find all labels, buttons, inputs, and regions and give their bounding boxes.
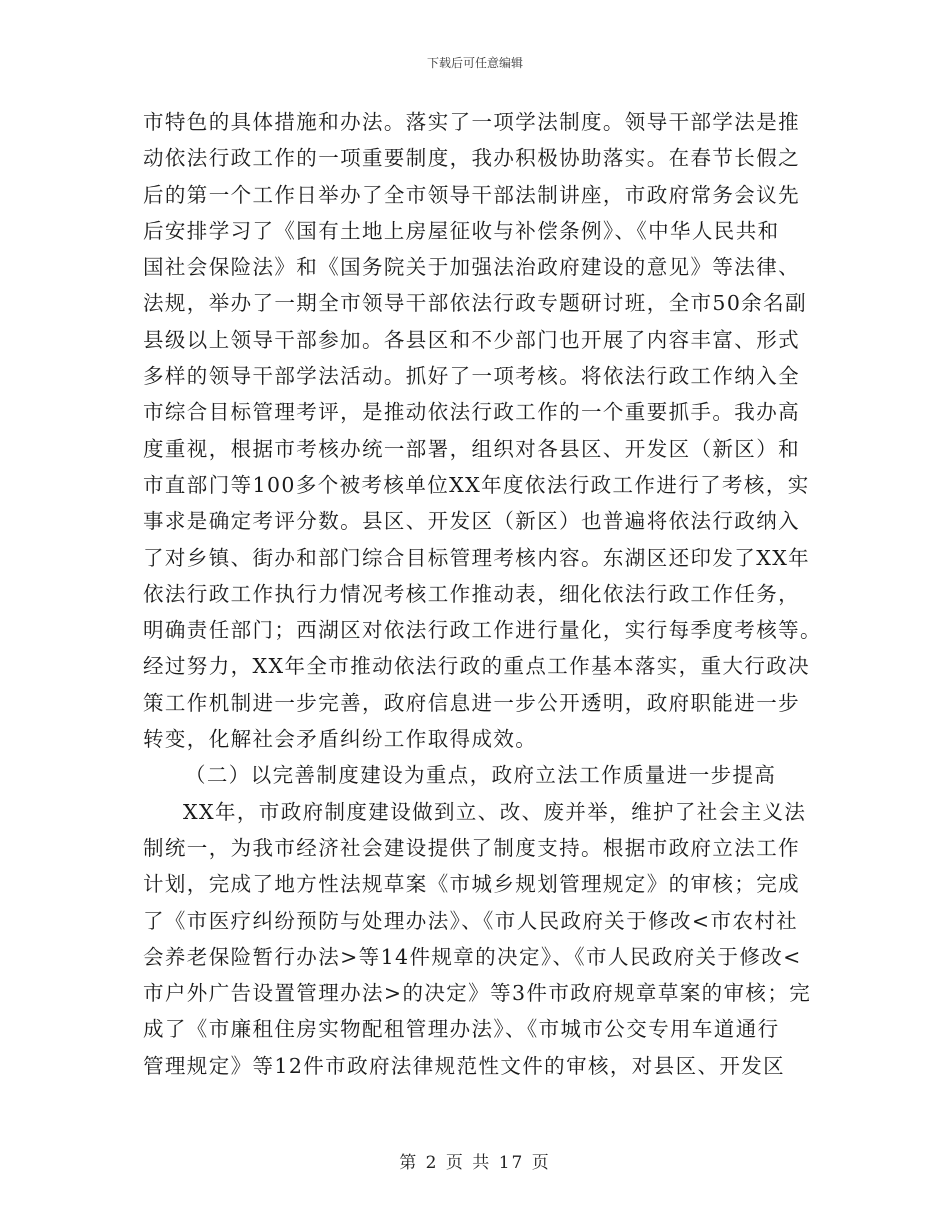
body-line: 动依法行政工作的一项重要制度，我办积极协助落实。在春节长假之 bbox=[143, 146, 800, 171]
body-line: 后的第一个工作日举办了全市领导干部法制讲座，市政府常务会议先 bbox=[143, 182, 800, 207]
body-line: 转变，化解社会矛盾纠纷工作取得成效。 bbox=[143, 727, 538, 752]
body-line: 市户外广告设置管理办法>的决定》等3件市政府规章草案的审核；完 bbox=[143, 981, 812, 1006]
document-body bbox=[143, 104, 822, 1084]
body-line: 事求是确定考评分数。县区、开发区（新区）也普遍将依法行政纳入 bbox=[143, 509, 800, 534]
body-line: 策工作机制进一步完善，政府信息进一步公开透明，政府职能进一步 bbox=[143, 690, 800, 715]
body-line: 了《市医疗纠纷预防与处理办法》、《市人民政府关于修改<市农村社 bbox=[143, 908, 799, 933]
page-footer: 第 2 页 共 17 页 bbox=[399, 1153, 551, 1173]
body-line: 依法行政工作执行力情况考核工作推动表，细化依法行政工作任务， bbox=[143, 581, 800, 606]
body-line: 制统一，为我市经济社会建设提供了制度支持。根据市政府立法工作 bbox=[143, 835, 800, 860]
body-line: 后安排学习了《国有土地上房屋征收与补偿条例》、《中华人民共和 bbox=[143, 218, 780, 243]
page-header: 下载后可任意编辑 bbox=[426, 56, 523, 70]
body-line: 管理规定》等12件市政府法律规范性文件的审核，对县区、开发区 bbox=[143, 1053, 786, 1078]
body-line: 度重视，根据市考核办统一部署，组织对各县区、开发区（新区）和 bbox=[143, 436, 800, 461]
body-line: 会养老保险暂行办法>等14件规章的决定》、《市人民政府关于修改< bbox=[143, 944, 802, 969]
body-line: 成了《市廉租住房实物配租管理办法》、《市城市公交专用车道通行 bbox=[143, 1017, 780, 1042]
body-line: 县级以上领导干部参加。各县区和不少部门也开展了内容丰富、形式 bbox=[143, 327, 800, 352]
body-line: 法规，举办了一期全市领导干部依法行政专题研讨班，全市50余名副 bbox=[143, 291, 807, 316]
body-line: 多样的领导干部学法活动。抓好了一项考核。将依法行政工作纳入全 bbox=[143, 364, 800, 389]
body-line: 国社会保险法》和《国务院关于加强法治政府建设的意见》等法律、 bbox=[143, 255, 800, 280]
body-line: 计划，完成了地方性法规草案《市城乡规划管理规定》的审核；完成 bbox=[143, 872, 800, 897]
body-line: 明确责任部门；西湖区对依法行政工作进行量化，实行每季度考核等。 bbox=[143, 618, 822, 643]
body-line: 经过努力，XX年全市推动依法行政的重点工作基本落实，重大行政决 bbox=[143, 654, 811, 679]
body-line: 市特色的具体措施和办法。落实了一项学法制度。领导干部学法是推 bbox=[143, 110, 800, 134]
section-heading: （二）以完善制度建设为重点，政府立法工作质量进一步提高 bbox=[185, 763, 777, 788]
body-line: 市直部门等100多个被考核单位XX年度依法行政工作进行了考核，实 bbox=[143, 472, 810, 497]
body-line: 市综合目标管理考评，是推动依法行政工作的一个重要抓手。我办高 bbox=[143, 400, 800, 425]
body-line: XX年，市政府制度建设做到立、改、废并举，维护了社会主义法 bbox=[183, 799, 807, 824]
body-line: 了对乡镇、街办和部门综合目标管理考核内容。东湖区还印发了XX年 bbox=[143, 545, 811, 570]
